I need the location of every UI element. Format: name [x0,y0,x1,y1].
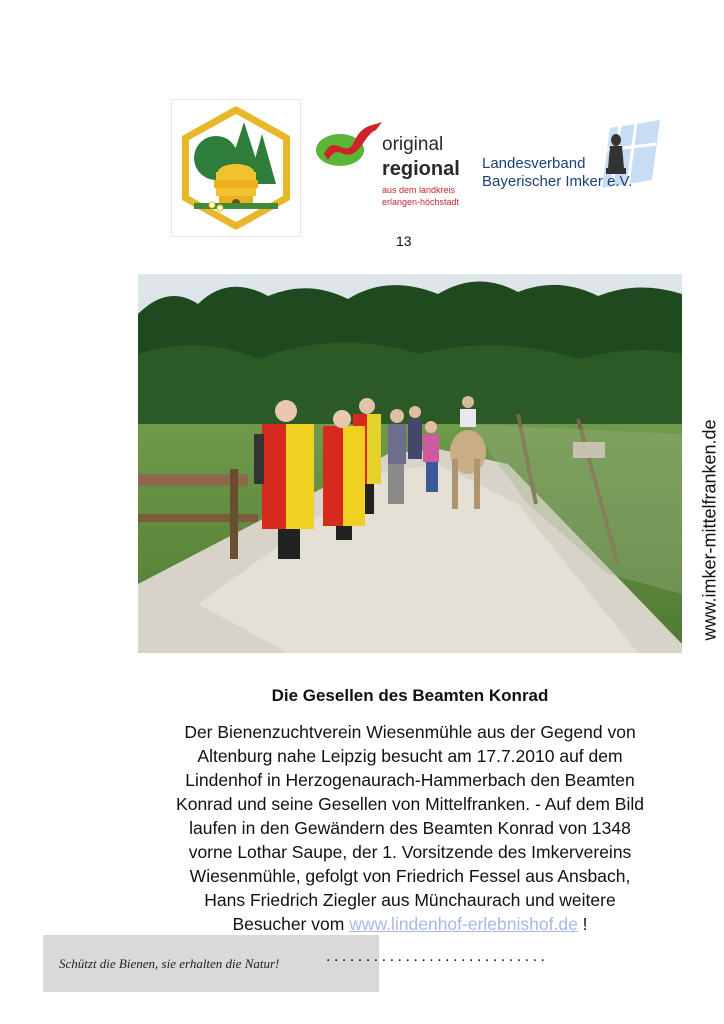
event-photo [138,274,682,653]
logo-subline-1: aus dem landkreis [382,185,456,195]
caption-body [138,720,682,936]
side-website-url: www.imker-mittelfranken.de [699,419,720,641]
caption-last-suffix: ! [577,914,588,934]
beehive-hexagon-icon [172,100,300,236]
footer-motto: Schützt die Bienen, sie erhalten die Natur! [59,956,280,971]
imker-verein-logo [171,99,301,237]
caption-line: Hans Friedrich Ziegler aus Münchaurach und weitere [204,890,616,910]
caption-line: Altenburg nahe Leipzig besucht am 17.7.2010 auf dem [197,746,623,766]
regional-word: regional [382,158,460,180]
caption-line: Konrad und seine Gesellen von Mittelfranken. - Auf dem Bild [176,794,644,814]
footer-dotted-line: ............................ [326,948,549,965]
original-word: original [382,134,444,155]
original-regional-logo [316,120,466,215]
caption-last-line [138,912,682,936]
caption-last-prefix: Besucher vom [232,914,345,934]
page-number: 13 [396,233,412,249]
caption-line: laufen in den Gewändern des Beamten Konrad von 1348 [189,818,631,838]
caption-line: Lindenhof in Herzogenaurach-Hammerbach den Beamten [185,770,635,790]
red-green-swoosh-icon [316,120,382,180]
caption-line: Der Bienenzuchtverein Wiesenmühle aus der Gegend von [184,722,636,742]
landesverband-word: Landesverband [482,155,586,172]
caption-line: vorne Lothar Saupe, der 1. Vorsitzende des Imkervereins [188,842,632,862]
landesverband-imker-logo [480,124,660,199]
photo-scene [138,274,682,653]
bayerischer-imker-word: Bayerischer Imker e.V. [482,173,633,190]
logo-subline-2: erlangen-höchstadt [382,197,460,207]
caption-title: Die Gesellen des Beamten Konrad [271,686,549,705]
caption-line: Wiesenmühle, gefolgt von Friedrich Fessel aus Ansbach, [189,866,631,886]
lindenhof-link[interactable]: www.lindenhof-erlebnishof.de [349,914,578,934]
